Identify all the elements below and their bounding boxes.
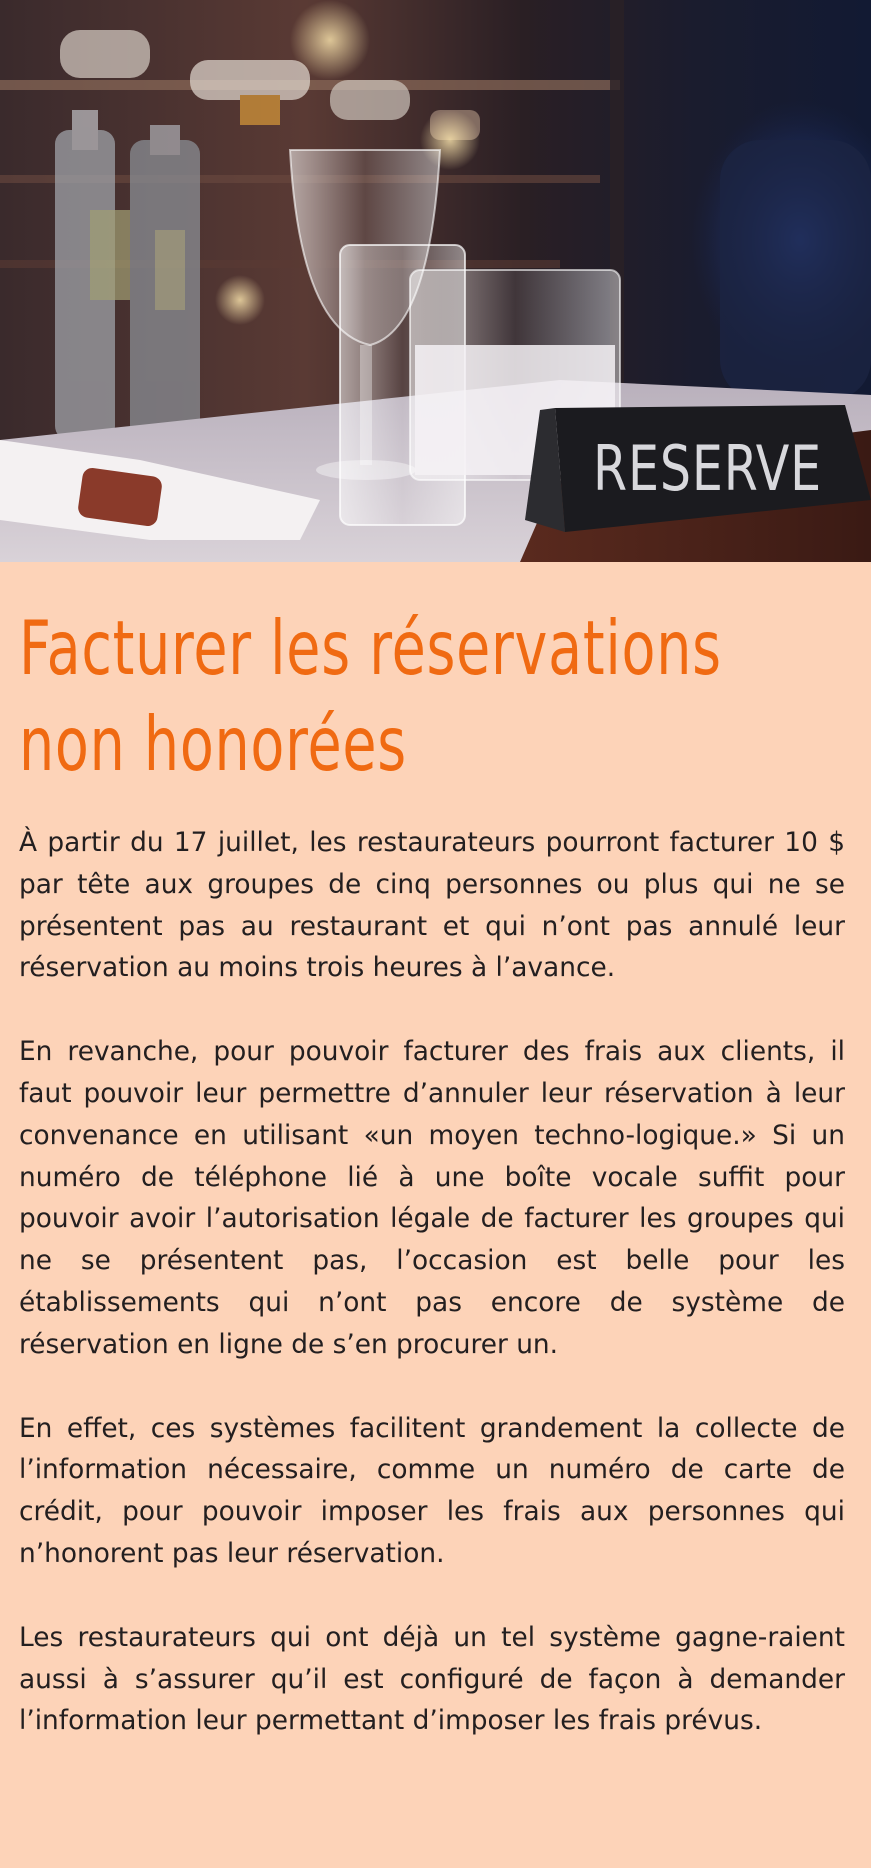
article-paragraph-1: À partir du 17 juillet, les restaurateurs pourront facturer 10 $ par tête aux groupes de cinq personnes ou plus qui ne se présentent pas au restaurant et qui n’ont pas annulé leur réservation au moins trois heures à l’avance. — [19, 827, 845, 984]
article-title — [19, 600, 845, 792]
article — [19, 600, 845, 1784]
article-paragraph-2: En revanche, pour pouvoir facturer des frais aux clients, il faut pouvoir leur permettre d’annuler leur réservation à leur convenance en utilisant «un moyen techno-logique.» Si un numéro de téléphone lié à une boîte vocale suffit pour pouvoir avoir l’autorisation légale de facturer les groupes qui ne se présentent pas, l’occasion est belle pour les établissements qui n’ont pas encore de système de réservation en ligne de s’en procurer un. — [19, 1036, 845, 1360]
reserve-sign-text: RESERVE — [592, 432, 823, 505]
article-body — [19, 822, 845, 1742]
article-paragraph-3: En effet, ces systèmes facilitent grandement la collecte de l’information nécessaire, comme un numéro de carte de crédit, pour pouvoir imposer les frais aux personnes qui n’honorent pas leur réservation. — [19, 1412, 845, 1569]
restaurant-table-photo — [0, 0, 871, 562]
article-title-line-2: non honorées — [19, 700, 407, 788]
article-paragraph-4: Les restaurateurs qui ont déjà un tel système gagne-raient aussi à s’assurer qu’il est configuré de façon à demander l’information leur permettant d’imposer les frais prévus. — [19, 1621, 845, 1737]
article-title-line-1: Facturer les réservations — [19, 604, 722, 692]
hero-photo — [0, 0, 871, 562]
